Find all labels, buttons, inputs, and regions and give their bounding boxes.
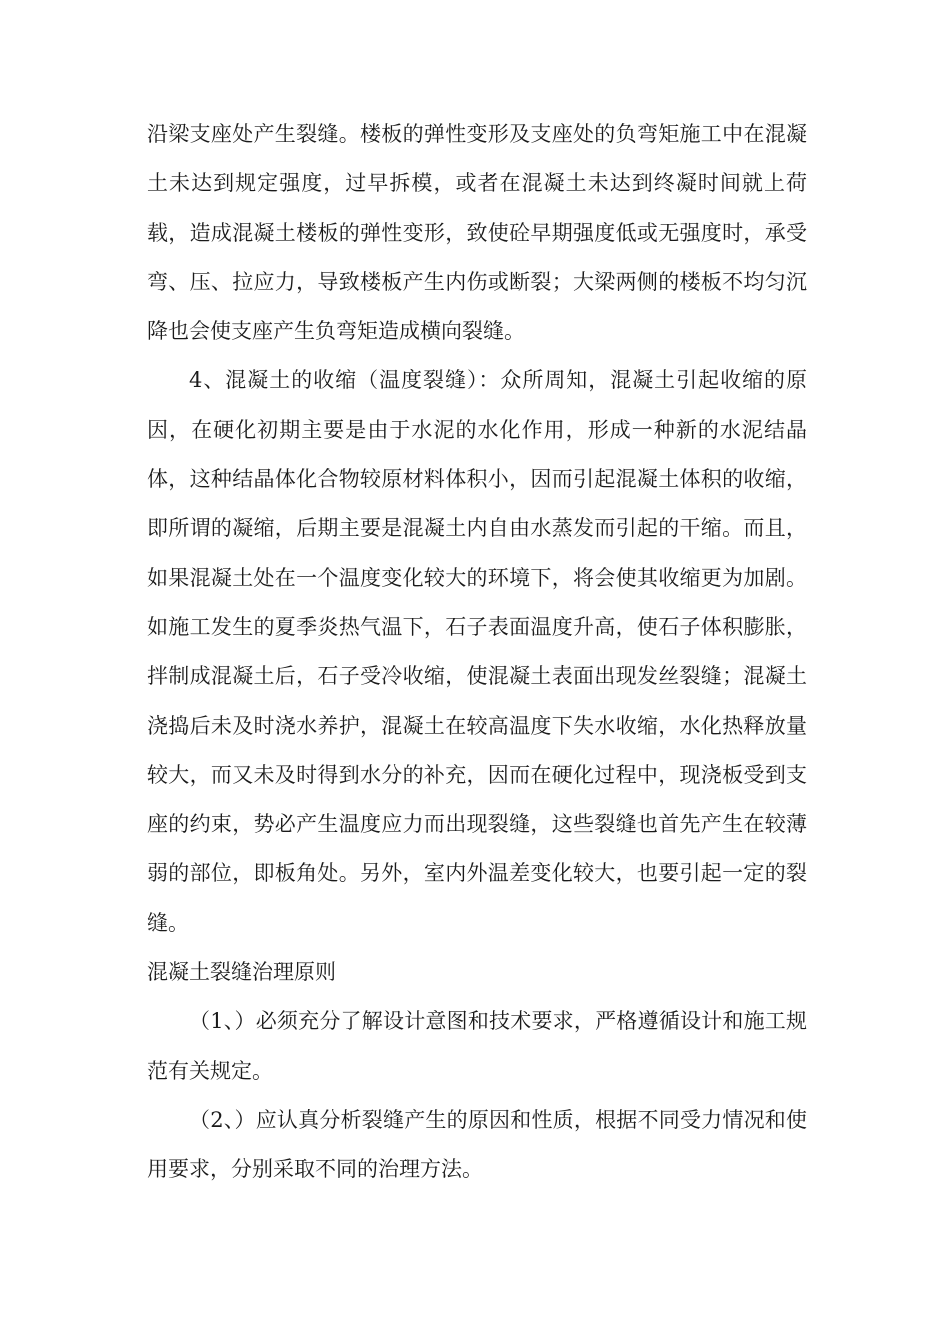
paragraph-shrinkage: 4、混凝土的收缩（温度裂缝）：众所周知，混凝土引起收缩的原因，在硬化初期主要是由于水泥的水化作用，形成一种新的水泥结晶体，这种结晶体化合物较原材料体积小，因而引起混凝土体积的收缩，即所谓的凝缩，后期主要是混凝土内自由水蒸发而引起的干缩。而且，如果混凝土处在一个温度变化较大的环境下，将会使其收缩更为加剧。如施工发生的夏季炎热气温下，石子表面温度升高，使石子体积膨胀，拌制成混凝土后，石子受冷收缩，使混凝土表面出现发丝裂缝；混凝土浇捣后未及时浇水养护，混凝土在较高温度下失水收缩，水化热释放量较大，而又未及时得到水分的补充，因而在硬化过程中，现浇板受到支座的约束，势必产生温度应力而出现裂缝，这些裂缝也首先产生在较薄弱的部位，即板角处。另外，室内外温差变化较大，也要引起一定的裂缝。 — [147, 368, 807, 935]
paragraph-continuation: 沿梁支座处产生裂缝。楼板的弹性变形及支座处的负弯矩施工中在混凝土未达到规定强度，过早拆模，或者在混凝土未达到终凝时间就上荷载，造成混凝土楼板的弹性变形，致使砼早期强度低或无强度时，承受弯、压、拉应力，导致楼板产生内伤或断裂；大梁两侧的楼板不均匀沉降也会使支座产生负弯矩造成横向裂缝。 — [147, 122, 807, 344]
document-body — [147, 110, 807, 1195]
section-heading: 混凝土裂缝治理原则 — [147, 960, 336, 985]
principle-item-2: （2、）应认真分析裂缝产生的原因和性质，根据不同受力情况和使用要求，分别采取不同的治理方法。 — [147, 1107, 807, 1182]
principle-item-1: （1、）必须充分了解设计意图和技术要求，严格遵循设计和施工规范有关规定。 — [147, 1009, 807, 1083]
